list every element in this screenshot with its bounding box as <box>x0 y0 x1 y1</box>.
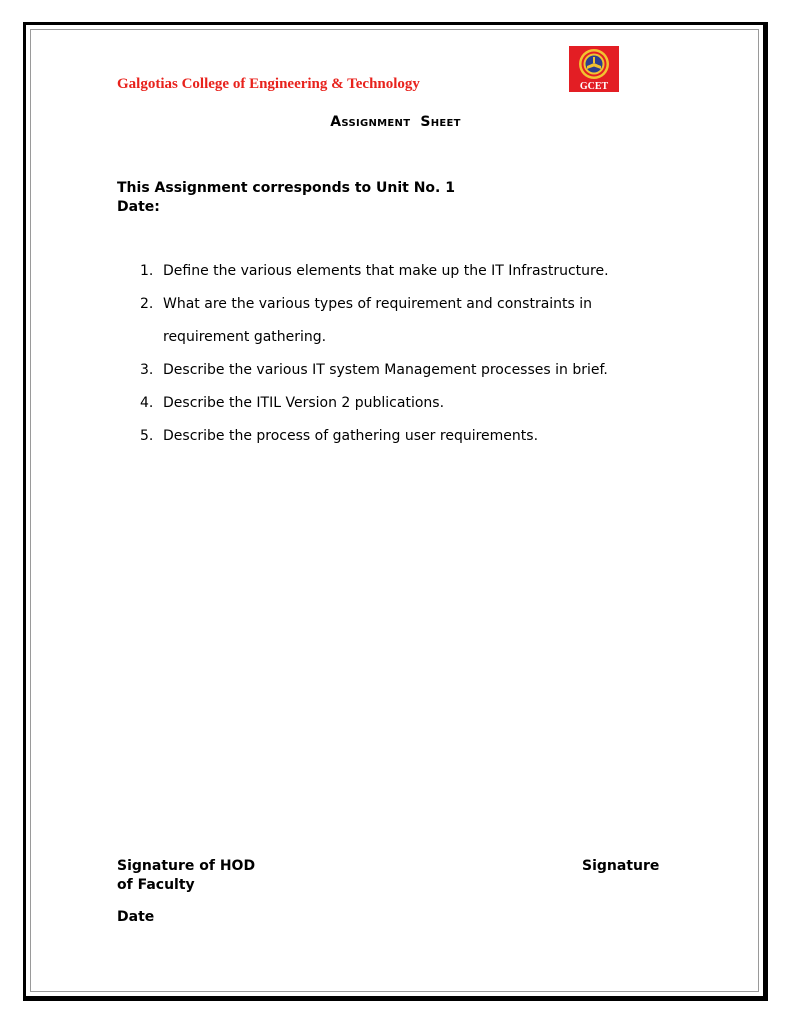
question-number: 5. <box>140 428 154 444</box>
question-number: 2. <box>140 296 154 312</box>
unit-line: This Assignment corresponds to Unit No. 1 <box>117 180 455 196</box>
question-number: 4. <box>140 395 154 411</box>
date-label: Date: <box>117 199 160 215</box>
page-border-inner <box>30 29 759 992</box>
question-text: What are the various types of requirement and constraints in <box>163 296 593 312</box>
title-word-2: Sheet <box>420 114 461 130</box>
logo-text: GCET <box>579 81 609 92</box>
question-item <box>140 296 660 312</box>
faculty-signature-label-continued: of Faculty <box>117 877 195 893</box>
title-word-1: Assignment <box>330 114 411 130</box>
footer-date-label: Date <box>117 909 155 925</box>
question-item <box>140 362 660 378</box>
document-title <box>0 114 791 130</box>
question-text: Describe the ITIL Version 2 publications. <box>163 395 445 411</box>
question-text: Describe the process of gathering user requirements. <box>163 428 539 444</box>
hod-signature-label: Signature of HOD <box>117 858 256 874</box>
question-text: Define the various elements that make up the IT Infrastructure. <box>163 263 609 279</box>
question-number: 3. <box>140 362 154 378</box>
question-text-continuation: requirement gathering. <box>163 329 327 345</box>
college-logo <box>569 46 619 92</box>
college-name: Galgotias College of Engineering & Technology <box>117 76 420 92</box>
faculty-signature-label: Signature <box>582 858 660 874</box>
question-text: Describe the various IT system Management processes in brief. <box>163 362 608 378</box>
question-number: 1. <box>140 263 154 279</box>
question-item <box>140 428 660 444</box>
question-item <box>140 263 660 279</box>
question-item <box>140 395 660 411</box>
